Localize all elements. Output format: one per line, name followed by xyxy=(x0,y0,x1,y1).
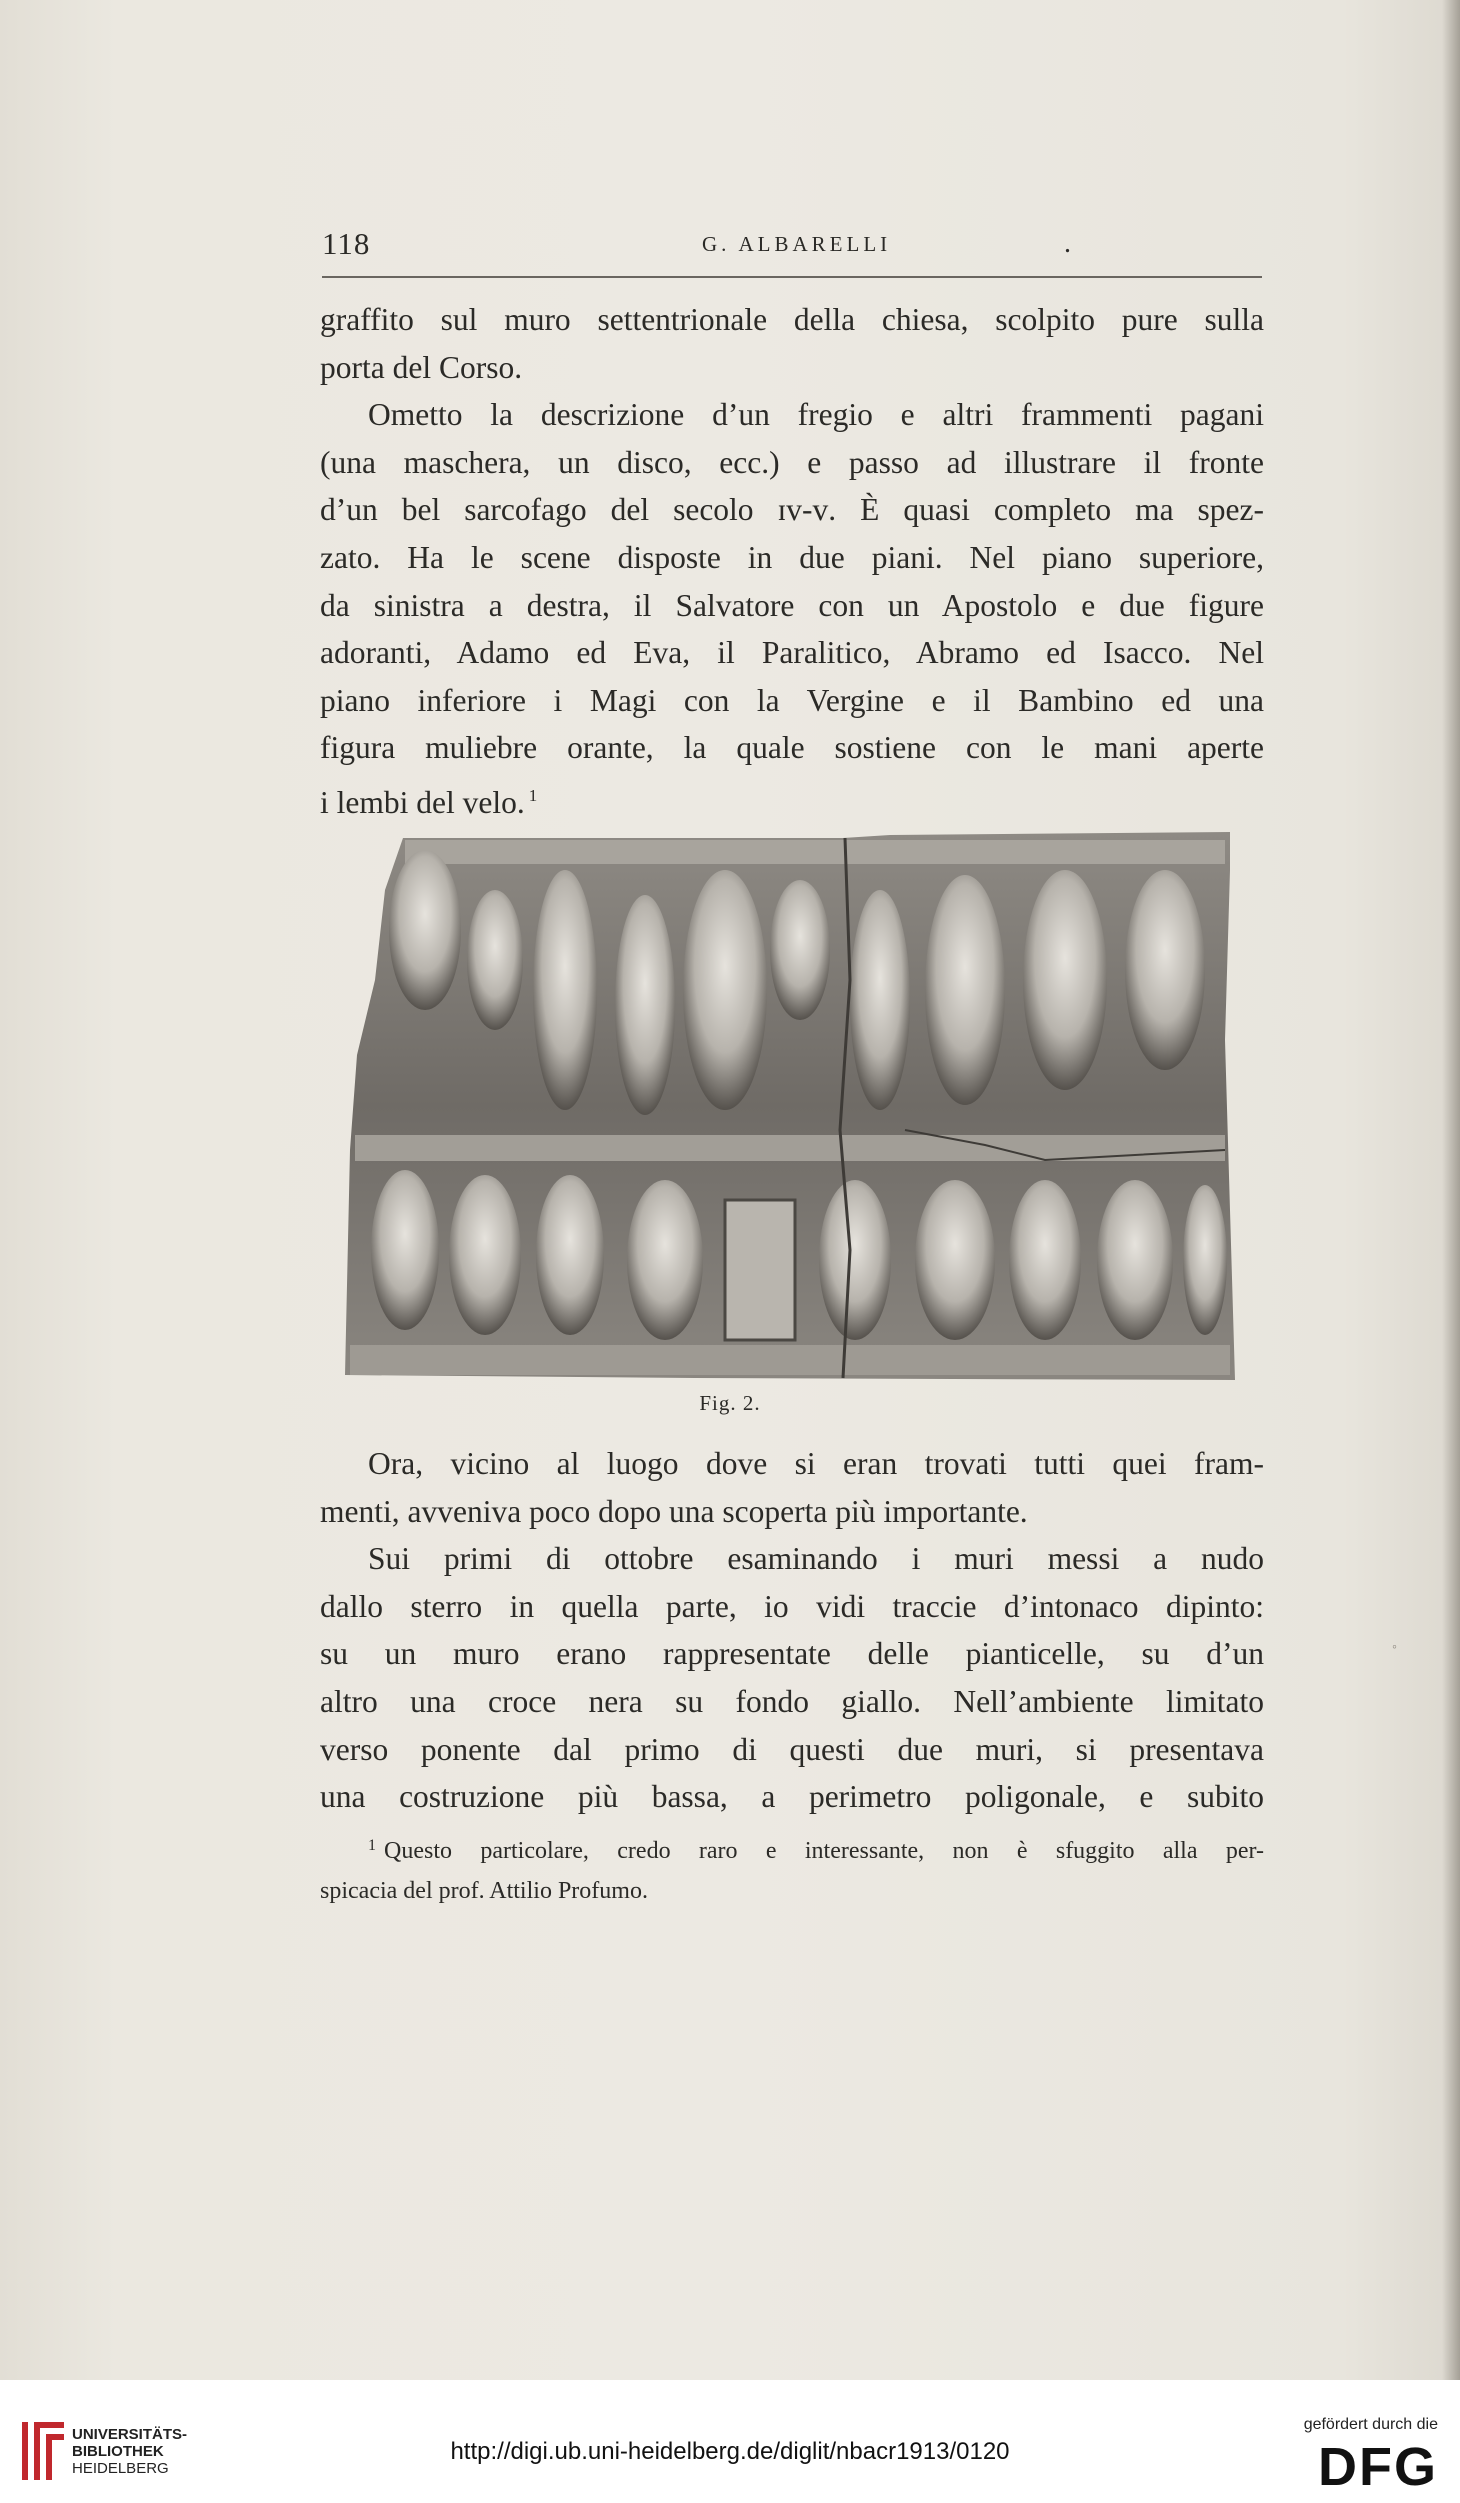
body-text-bottom xyxy=(320,1440,1264,1821)
footnote-text: Questo particolare, credo raro e interessante, non è sfuggito alla per- xyxy=(384,1838,1264,1864)
paragraph-line: Ora, vicino al luogo dove si eran trovati tutti quei fram- xyxy=(368,1446,1264,1481)
dfg-logo[interactable]: DFG xyxy=(1318,2437,1438,2497)
paragraph-line: Ometto la descrizione d’un fregio e altri frammenti pagani xyxy=(368,397,1264,433)
relief-figure xyxy=(536,1175,604,1335)
relief-figure xyxy=(1009,1180,1081,1340)
paragraph-line: da sinistra a destra, il Salvatore con un Apostolo e due figure xyxy=(320,587,1264,623)
viewer-footer xyxy=(0,2380,1460,2503)
body-text-top xyxy=(320,296,1264,827)
relief-figure xyxy=(533,870,597,1110)
page-edge-shadow xyxy=(1442,0,1460,2380)
sarcophagus-relief-image xyxy=(345,830,1235,1380)
paragraph-line: una costruzione più bassa, a perimetro poligonale, e subito xyxy=(320,1779,1264,1815)
paragraph-line: graffito sul muro settentrionale della chiesa, scolpito pure sulla xyxy=(320,302,1264,337)
paragraph-line: zato. Ha le scene disposte in due piani. Nel piano superiore, xyxy=(320,539,1264,575)
footnote-line: spicacia del prof. Attilio Profumo. xyxy=(320,1878,648,1904)
paragraph-line: adoranti, Adamo ed Eva, il Paralitico, Abramo ed Isacco. Nel xyxy=(320,635,1264,671)
header-dot: . xyxy=(1064,228,1071,259)
paragraph-line: verso ponente dal primo di questi due muri, si presentava xyxy=(320,1731,1264,1767)
page-number: 118 xyxy=(322,226,371,261)
upper-border xyxy=(405,840,1225,864)
paragraph-line: Sui primi di ottobre esaminando i muri messi a nudo xyxy=(368,1541,1264,1577)
relief-figure xyxy=(467,890,523,1030)
paragraph-line: porta del Corso. xyxy=(320,349,523,385)
relief-figure xyxy=(1023,870,1107,1090)
library-name-line: BIBLIOTHEK xyxy=(72,2443,164,2460)
figure-sarcophagus xyxy=(345,830,1235,1380)
relief-figure xyxy=(915,1180,995,1340)
relief-figure xyxy=(1097,1180,1173,1340)
header-rule xyxy=(322,276,1262,278)
relief-figure xyxy=(1125,870,1205,1070)
relief-figure xyxy=(627,1180,703,1340)
permalink-url[interactable]: http://digi.ub.uni-heidelberg.de/diglit/nbacr1913/0120 xyxy=(450,2438,1010,2465)
stray-mark: ◦ xyxy=(1392,1640,1397,1655)
relief-figure xyxy=(925,875,1005,1105)
paragraph-line: altro una croce nera su fondo giallo. Nell’ambiente limitato xyxy=(320,1683,1264,1719)
relief-figure xyxy=(683,870,767,1110)
paragraph-line: d’un bel sarcofago del secolo ɪᴠ-ᴠ. È quasi completo ma spez- xyxy=(320,492,1264,528)
footnote-line xyxy=(320,1826,1264,1871)
paragraph-line-text: i lembi del velo. xyxy=(320,784,525,820)
paragraph-line: figura muliebre orante, la quale sostiene con le mani aperte xyxy=(320,730,1264,766)
paragraph-line: menti, avveniva poco dopo una scoperta più importante. xyxy=(320,1493,1028,1529)
footnote xyxy=(320,1826,1264,1911)
running-head: G. ALBARELLI xyxy=(702,232,892,256)
paragraph-line: (una maschera, un disco, ecc.) e passo ad illustrare il fronte xyxy=(320,444,1264,480)
relief-figure xyxy=(819,1180,891,1340)
footnote-reference[interactable]: 1 xyxy=(528,785,538,805)
footnote-mark: 1 xyxy=(368,1837,376,1854)
paragraph-line: dallo sterro in quella parte, io vidi traccie d’intonaco dipinto: xyxy=(320,1588,1264,1624)
page-header xyxy=(322,226,1262,266)
relief-figure xyxy=(449,1175,521,1335)
funded-by-label: gefördert durch die xyxy=(1303,2416,1438,2433)
relief-figure xyxy=(850,890,910,1110)
relief-aedicula xyxy=(725,1200,795,1340)
relief-figure xyxy=(1183,1185,1227,1335)
library-name-line: HEIDELBERG xyxy=(72,2460,169,2477)
relief-figure xyxy=(371,1170,439,1330)
figure-caption: Fig. 2. xyxy=(699,1391,761,1415)
library-name-line: UNIVERSITÄTS- xyxy=(72,2426,188,2443)
paragraph-last-line xyxy=(320,772,1264,827)
lower-border xyxy=(350,1345,1230,1375)
relief-figure xyxy=(615,895,675,1115)
relief-figure xyxy=(389,850,461,1010)
paragraph-line: piano inferiore i Magi con la Vergine e il Bambino ed una xyxy=(320,682,1264,718)
relief-figure xyxy=(770,880,830,1020)
paragraph-line: su un muro erano rappresentate delle pianticelle, su d’un xyxy=(320,1636,1264,1672)
